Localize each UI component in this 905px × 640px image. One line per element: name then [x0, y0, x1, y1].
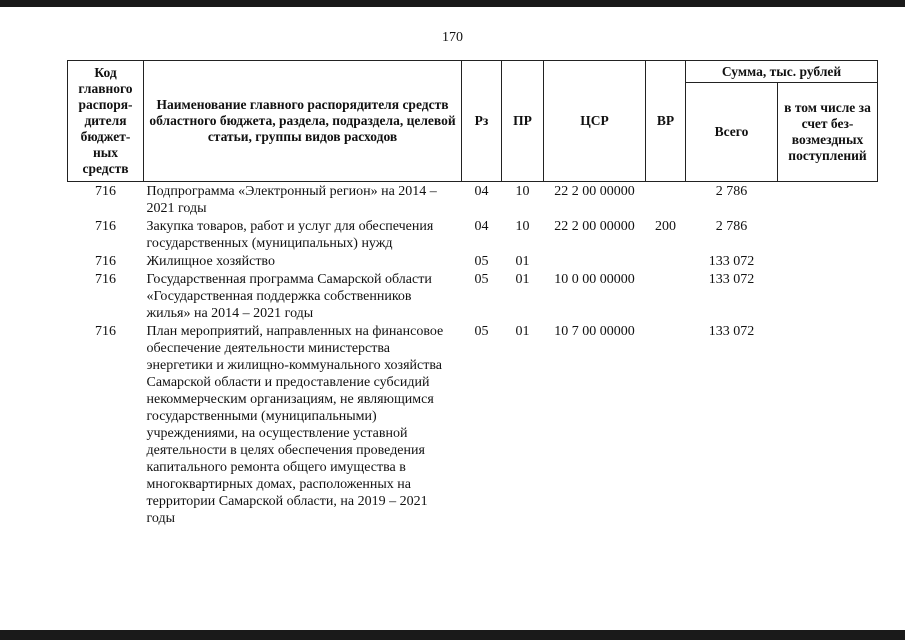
table-row	[68, 217, 878, 252]
row-free	[778, 182, 878, 218]
row-total: 133 072	[708, 254, 755, 269]
header-pr: ПР	[502, 61, 544, 182]
row-code: 716	[95, 184, 116, 199]
row-total: 133 072	[708, 272, 755, 287]
row-name: Закупка товаров, работ и услуг для обеспечения государственных (муниципальных) нужд	[146, 219, 434, 251]
row-name: Жилищное хозяйство	[146, 254, 275, 269]
row-free	[778, 270, 878, 322]
row-rz: 04	[474, 219, 489, 234]
row-vr	[646, 270, 686, 322]
row-free	[778, 217, 878, 252]
row-pr: 01	[515, 324, 530, 339]
row-total: 133 072	[708, 324, 755, 339]
row-code: 716	[95, 254, 116, 269]
row-rz: 05	[474, 324, 489, 339]
row-csr: 22 2 00 00000	[554, 184, 635, 199]
row-total: 2 786	[715, 184, 748, 199]
row-rz: 05	[474, 272, 489, 287]
header-free: в том числе за счет без-возмездных поступлений	[778, 83, 878, 182]
row-rz: 05	[474, 254, 489, 269]
row-csr: 10 0 00 00000	[554, 272, 635, 287]
header-name: Наименование главного распорядителя средств областного бюджета, раздела, подраздела, целевой статьи, группы видов расходов	[144, 61, 462, 182]
row-code: 716	[95, 324, 116, 339]
budget-table	[67, 60, 878, 527]
table-row	[68, 270, 878, 322]
table-row	[68, 182, 878, 218]
row-vr: 200	[655, 219, 676, 234]
header-sum: Сумма, тыс. рублей	[686, 61, 878, 83]
row-pr: 01	[515, 272, 530, 287]
row-csr: 10 7 00 00000	[554, 324, 635, 339]
bottom-border-bar	[0, 630, 905, 640]
page-number: 170	[442, 30, 463, 45]
row-pr: 10	[515, 219, 530, 234]
row-pr: 10	[515, 184, 530, 199]
row-free	[778, 252, 878, 270]
row-vr	[646, 182, 686, 218]
row-total: 2 786	[715, 219, 748, 234]
header-rz: Рз	[462, 61, 502, 182]
header-code: Код главного распоря-дителя бюджет-ных средств	[68, 61, 144, 182]
row-vr	[646, 322, 686, 527]
row-code: 716	[95, 219, 116, 234]
row-free	[778, 322, 878, 527]
header-vr: ВР	[646, 61, 686, 182]
top-border-bar	[0, 0, 905, 7]
table-row	[68, 252, 878, 270]
table-row	[68, 322, 878, 527]
row-code: 716	[95, 272, 116, 287]
row-pr: 01	[515, 254, 530, 269]
row-name: Государственная программа Самарской области «Государственная поддержка собственников жилья» на 2014 – 2021 годы	[146, 272, 432, 321]
row-csr	[544, 252, 646, 270]
header-total: Всего	[686, 83, 778, 182]
row-name: Подпрограмма «Электронный регион» на 2014 – 2021 годы	[146, 184, 437, 216]
header-csr: ЦСР	[544, 61, 646, 182]
row-rz: 04	[474, 184, 489, 199]
row-vr	[646, 252, 686, 270]
row-csr: 22 2 00 00000	[554, 219, 635, 234]
row-name: План мероприятий, направленных на финансовое обеспечение деятельности министерства энергетики и жилищно-коммунального хозяйства Самарской области и предоставление субсидий некоммерческим организациям, не являющимся государственными (муниципальными) учреждениями, на осуществление уставной деятельности в целях обеспечения проведения капитального ремонта общего имущества в многоквартирных домах, расположенных на территории Самарской области, на 2019 – 2021 годы	[146, 324, 444, 526]
